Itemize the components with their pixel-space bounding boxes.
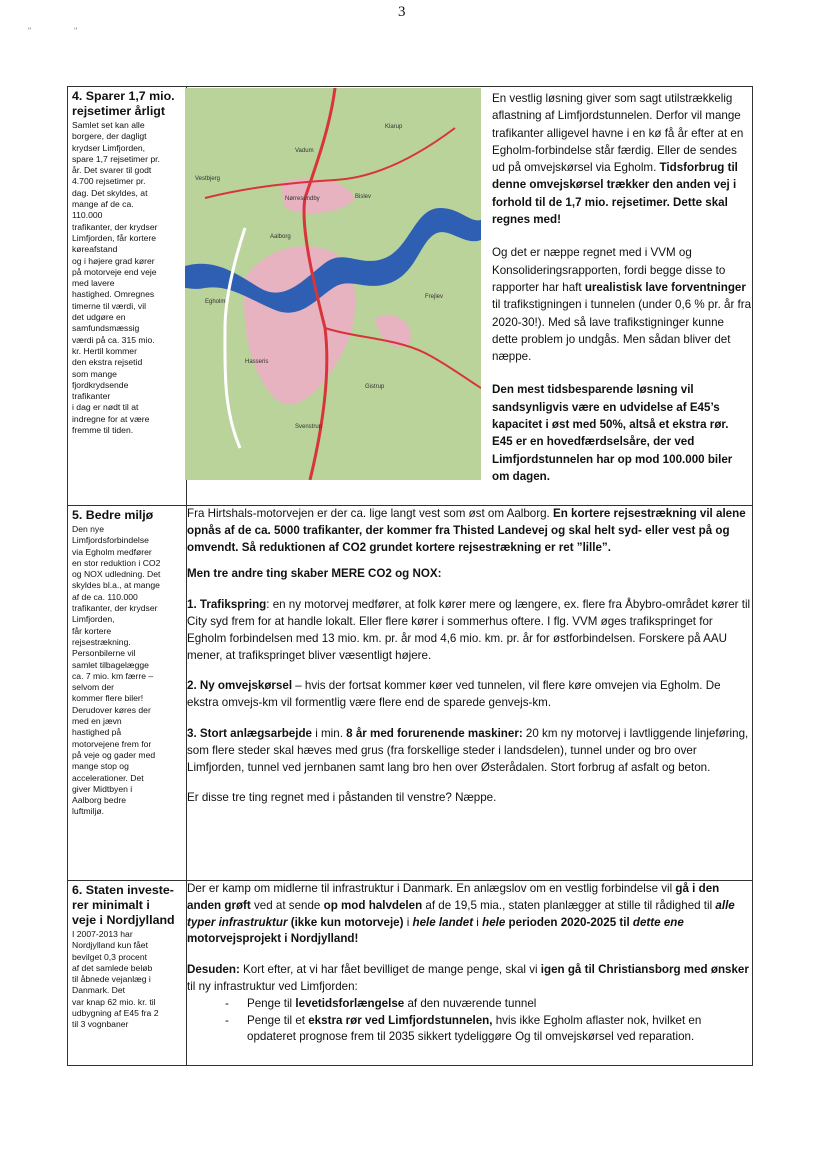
paragraph — [187, 506, 752, 556]
bullet-item — [225, 1013, 752, 1047]
side-text-line: Limfjorden, får kortere — [72, 232, 157, 243]
side-text-line: på motorveje end veje — [72, 266, 157, 277]
paragraph — [492, 244, 752, 365]
side-text-line: Limfjordsforbindelse — [72, 535, 149, 546]
row-section-6 — [68, 881, 753, 1066]
section-6-content — [187, 881, 753, 1066]
text-run: Kort efter, at vi har fået bevilliget de mange penge, skal vi — [239, 963, 541, 977]
text-run: hvis ikke Egholm aflaster nok, hvilket en opdateret prognose frem til 2035 sikkert tydeliggøre Og til omvejskørsel ved reparation. — [247, 1013, 702, 1044]
side-text-line: timerne til værdi, vil — [72, 300, 147, 311]
paragraph: Er disse tre ting regnet med i påstanden til venstre? Næppe. — [187, 791, 497, 805]
section-6-side-text — [72, 929, 183, 1031]
side-text-line: Danmark. Det — [72, 985, 126, 996]
side-text-line: som mange — [72, 368, 117, 379]
side-text-line: med lavere — [72, 278, 115, 289]
text-run: Tidsforbrug til denne omvejskørsel trækker den anden vej i forhold til de 1,7 mio. rejsetimer. Dette skal regnes med! — [492, 161, 738, 227]
side-text-line: udbygning af E45 fra 2 — [72, 1008, 159, 1019]
text-run: 3. Stort anlægsarbejde — [187, 726, 312, 740]
paragraph-heading: Men tre andre ting skaber MERE CO2 og NOX: — [187, 567, 442, 581]
side-text-line: Derudover køres der — [72, 704, 151, 715]
side-text-line: det udgøre en — [72, 312, 126, 323]
map-label-sulsted: Vadum — [295, 148, 314, 154]
paragraph — [187, 678, 752, 712]
text-run: hele — [482, 915, 506, 929]
side-text-line: den ekstra rejsetid — [72, 357, 143, 368]
side-text-line: får kortere — [72, 625, 112, 636]
text-run: Penge til et — [247, 1013, 309, 1027]
side-text-line: Aalborg bedre — [72, 795, 126, 806]
scan-mark: " — [74, 26, 78, 36]
text-run: i min. — [312, 726, 347, 740]
text-run: af den nuværende tunnel — [404, 996, 537, 1010]
text-run: til trafikstigningen i tunnelen (under 0,6 % pr. år fra 2020-30!). Med så lave trafikstigninger kunne dette problem jo undgås. Men sådan bliver det næppe. — [492, 298, 752, 364]
map-label-egholm: Egholm — [205, 299, 226, 305]
side-text-line: til 3 vognbaner — [72, 1019, 129, 1030]
section-5-side-text — [72, 524, 183, 818]
side-text-line: ca. 7 mio. km færre – — [72, 670, 154, 681]
side-text-line: samlet tilbagelægge — [72, 659, 149, 670]
section-4-sidebar — [68, 87, 187, 506]
text-run: ekstra rør ved Limfjordstunnelen, — [308, 1013, 493, 1027]
map-label-svenstrup: Svenstrup — [295, 424, 323, 430]
text-run: gå i den anden grøft — [187, 882, 720, 912]
text-run: hele landet — [412, 915, 474, 929]
side-text-line: mange stop og — [72, 761, 129, 772]
text-run: op mod halvdelen — [323, 898, 423, 912]
section-5-sidebar — [68, 506, 187, 881]
section-4-commentary — [492, 90, 752, 485]
side-text-line: Nordjylland kun fået — [72, 940, 148, 951]
section-6-heading: 6. Staten investe- rer minimalt i veje i Nordjylland — [72, 883, 175, 927]
side-text-line: køreafstand — [72, 244, 118, 255]
side-text-line: en stor reduktion i CO2 — [72, 557, 161, 568]
side-text-line: selvom der — [72, 682, 115, 693]
text-run: Der er kamp om midlerne til infrastruktur i Danmark. En anlægslov om en vestlig forbindelse vil — [187, 882, 676, 895]
section-5-content — [187, 506, 753, 881]
text-run: En kortere rejsestrækning vil alene opnås af de ca. 5000 trafikanter, der kommer fra Thisted Landevej og skal helt syd- eller vest på og omvendt. Så reduktionen af CO2 grundet kortere rejsestrækning er ret ”lille”. — [187, 507, 746, 554]
text-run: perioden 2020-2025 til — [505, 915, 633, 929]
side-text-line: i dag er nødt til at — [72, 402, 139, 413]
paragraph — [492, 90, 752, 228]
section-4-heading: 4. Sparer 1,7 mio. rejsetimer årligt — [72, 89, 175, 118]
text-run: urealistisk lave forventninger — [584, 280, 746, 294]
text-run: En vestlig løsning giver som sagt utilstrækkelig aflastning af Limfjordstunnelen. Derfor vil mange trafikanter alligevel havne i en kø få år efter at en Egholm-forbindelse står færdig. Eller de sendes ud på omvejskørsel via Egholm. — [492, 92, 744, 175]
page-number: 3 — [398, 4, 406, 20]
side-text-line: Personbilerne vil — [72, 648, 136, 659]
map-label-gistrup: Gistrup — [365, 384, 385, 390]
side-text-line: indregne for at være — [72, 413, 150, 424]
side-text-line: af de ca. 110.000 — [72, 591, 138, 602]
text-run: : en ny motorvej medfører, at folk kører mere og længere, ex. flere fra Åbybro-området kører til City syd frem for at handle lokalt. Eller flere kører i sommerhus oftere. I flg. VVM øges trafikspringet for Egholm forbindelsen med 13 mio. km. pr. år mod 4,6 mio. km. pr. år for østforbindelsen. Forskere på AAU mener, at trafikspringet bliver væsentligt højere. — [187, 598, 751, 662]
text-run: igen gå til Christiansborg med ønsker — [540, 963, 749, 977]
side-text-line: via Egholm medfører — [72, 546, 152, 557]
text-run: – hvis der fortsat kommer køer ved tunnelen, vil flere køre omvejen via Egholm. De ekstra omvejs-km vil formentlig være flere end de sparede genvejs-km. — [187, 679, 721, 710]
side-text-line: skyldes bl.a., at mange — [72, 580, 160, 591]
side-text-line: hastighed på — [72, 727, 122, 738]
side-text-line: til åbnede vejanlæg i — [72, 974, 151, 985]
text-run: til ny infrastruktur ved Limfjorden: — [187, 979, 358, 993]
side-text-line: hastighed. Omregnes — [72, 289, 155, 300]
section-4-side-text — [72, 120, 183, 436]
section-5-heading: 5. Bedre miljø — [72, 508, 154, 522]
side-text-line: trafikanter, der krydser — [72, 221, 158, 232]
side-text-line: fjordkrydsende — [72, 379, 129, 390]
map-label-aalborg: Aalborg — [270, 234, 291, 240]
side-text-line: krydser Limfjorden, — [72, 142, 146, 153]
side-text-line: accelerationer. Det — [72, 772, 144, 783]
text-run: 2. Ny omvejskørsel — [187, 679, 293, 693]
side-text-line: på veje og gader med — [72, 749, 156, 760]
paragraph — [187, 962, 752, 996]
side-text-line: værdi på ca. 315 mio. — [72, 334, 155, 345]
side-text-line: mange af de ca. — [72, 199, 134, 210]
text-run: alle typer infrastruktur — [187, 898, 735, 929]
text-run: ved at sende — [250, 898, 324, 912]
map-label-klarup: Bislev — [355, 194, 372, 200]
side-text-line: motorvejene frem for — [72, 738, 152, 749]
map-label-noerresundby: Nørresundby — [285, 196, 320, 202]
side-text-line: og NOX udledning. Det — [72, 569, 161, 580]
side-text-line: af det samlede beløb — [72, 962, 153, 973]
text-run: (ikke kun motorveje) — [287, 915, 404, 929]
map-label-hasseris: Hasseris — [245, 359, 269, 365]
text-run: i — [403, 915, 413, 929]
side-text-line: dag. Det skyldes, at — [72, 187, 148, 198]
map-label-vestbjerg: Vestbjerg — [195, 176, 221, 182]
paragraph — [187, 726, 752, 776]
side-text-line: rejsestrækning. — [72, 636, 131, 647]
side-text-line: bevilget 0,3 procent — [72, 951, 148, 962]
text-run: af de 19,5 mia., staten planlægger at stille til rådighed til — [422, 898, 716, 912]
side-text-line: 4.700 rejsetimer pr. — [72, 176, 146, 187]
text-run: dette ene — [632, 915, 684, 929]
side-text-line: borgere, der dagligt — [72, 131, 147, 142]
paragraph: Den mest tidsbesparende løsning vil sandsynligvis være en udvidelse af E45’s kapacitet i øst med 50%, altså et ekstra rør. E45 er en hovedfærdselsåre, der ved Limfjordstunnelen har op mod 100.000 biler om dagen. — [492, 383, 733, 483]
side-text-line: giver Midtbyen i — [72, 783, 133, 794]
side-text-line: med en jævn — [72, 716, 122, 727]
side-text-line: fremme til tiden. — [72, 425, 134, 436]
text-run: 1. Trafikspring — [187, 598, 267, 612]
side-text-line: år. Det svarer til godt — [72, 165, 152, 176]
side-text-line: trafikanter — [72, 391, 111, 402]
side-text-line: trafikanter, der krydser — [72, 603, 158, 614]
text-run: 8 år med forurenende maskiner: — [346, 726, 523, 740]
bullet-list — [187, 996, 752, 1046]
text-run: 20 km ny motorvej i lavtliggende linjeføring, som flere steder skal hæves med grus (fra forskellige steder i landsdelen), tunnel under og bro over Limfjorden, tunnel ved jernbanen samt lang bro hen over Østerådalen. Stort forbrug af asfalt og beton. — [187, 726, 749, 774]
paragraph — [187, 597, 752, 664]
text-run: i — [473, 915, 483, 929]
text-run: motorvejsprojekt i Nordjylland! — [187, 932, 359, 946]
side-text-line: kommer flere biler! — [72, 693, 144, 704]
aalborg-map — [185, 88, 481, 480]
text-run: Og det er næppe regnet med i VVM og Konsolideringsrapporten, fordi begge disse to rapporter har haft — [492, 246, 726, 294]
side-text-line: Den nye — [72, 524, 105, 534]
paragraph — [187, 881, 752, 948]
bullet-item — [225, 996, 752, 1013]
side-text-line: samfundsmæssig — [72, 323, 140, 334]
side-text-line: kr. Hertil kommer — [72, 345, 137, 356]
side-text-line: 110.000 — [72, 210, 103, 221]
side-text-line: og i højere grad kører — [72, 255, 155, 266]
section-6-sidebar — [68, 881, 187, 1066]
side-text-line: Samlet set kan alle — [72, 120, 145, 130]
side-text-line: luftmiljø. — [72, 806, 104, 817]
side-text-line: I 2007-2013 har — [72, 929, 133, 939]
map-label-vodskov: Klarup — [385, 124, 403, 130]
text-run: levetidsforlængelse — [295, 996, 405, 1010]
scan-mark: " — [28, 26, 32, 36]
text-run: Desuden: — [187, 963, 240, 977]
map-label-storvorde: Frejlev — [425, 294, 444, 300]
text-run: Fra Hirtshals-motorvejen er der ca. lige langt vest som øst om Aalborg. — [187, 507, 553, 520]
side-text-line: var knap 62 mio. kr. til — [72, 996, 156, 1007]
text-run: Penge til — [247, 996, 296, 1010]
row-section-5 — [68, 506, 753, 881]
side-text-line: spare 1,7 rejsetimer pr. — [72, 153, 160, 164]
side-text-line: Limfjorden, — [72, 614, 115, 625]
